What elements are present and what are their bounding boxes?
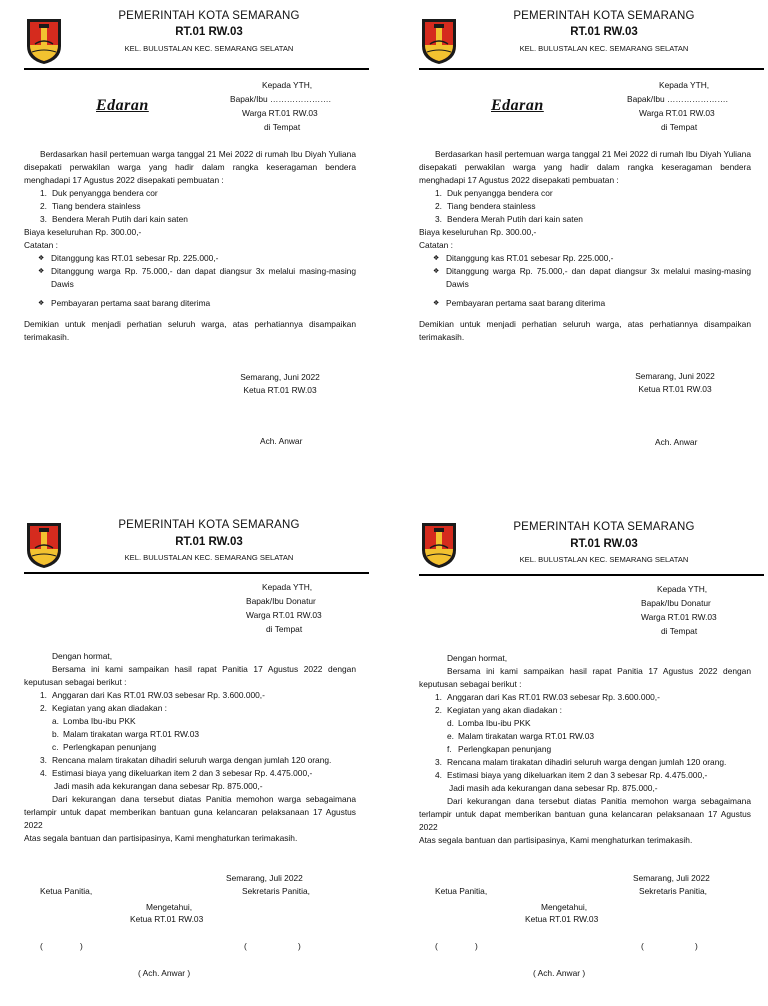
header-line3: KEL. BULUSTALAN KEC. SEMARANG SELATAN	[124, 44, 294, 53]
intro-paragraph: Bersama ini kami sampaikan hasil rapat Panitia 17 Agustus 2022 dengan keputusan sebagai berikut :	[419, 666, 751, 689]
list-item: 1. Duk penyangga bendera cor	[435, 188, 553, 198]
note-item: ❖ Pembayaran pertama saat barang diterima	[433, 298, 606, 308]
signer-name: Ach. Anwar	[260, 436, 303, 446]
signature-block	[220, 371, 340, 397]
addressee-line: Bapak/Ibu ………………….	[627, 94, 728, 104]
notes-label: Catatan :	[24, 240, 58, 250]
notes-list	[419, 252, 751, 310]
ketua-label: Ketua Panitia,	[40, 886, 93, 896]
bullet-icon: ❖	[38, 268, 45, 275]
addressee-line: Bapak/Ibu ………………….	[230, 94, 331, 104]
signature-block	[615, 370, 735, 396]
total-cost: Biaya keseluruhan Rp. 300.00,-	[419, 227, 537, 237]
header-line3: KEL. BULUSTALAN KEC. SEMARANG SELATAN	[519, 44, 689, 53]
item-list	[24, 187, 356, 226]
decision-list	[24, 754, 356, 780]
signer-title: Ketua RT.01 RW.03	[243, 385, 317, 395]
place-date: Semarang, Juni 2022	[635, 371, 715, 381]
thanks-line: Atas segala bantuan dan partisipasinya, Kami menghaturkan terimakasih.	[419, 835, 693, 845]
panitia-body	[419, 652, 751, 847]
ketua-signature-line: ( )	[40, 941, 83, 951]
ketua-label: Ketua Panitia,	[435, 886, 488, 896]
place-date: Semarang, Juli 2022	[226, 873, 303, 883]
header-divider	[419, 574, 764, 576]
addressee-line: di Tempat	[661, 626, 698, 636]
addressee-line: di Tempat	[264, 122, 301, 132]
addressee-line: Kepada YTH,	[262, 582, 313, 592]
mengetahui-label: Mengetahui,	[146, 902, 193, 912]
header-line1: PEMERINTAH KOTA SEMARANG	[513, 521, 695, 533]
note-item: ❖ Pembayaran pertama saat barang diterima	[38, 298, 211, 308]
addressee-line: Kepada YTH,	[659, 80, 710, 90]
notes-list	[24, 252, 356, 310]
decision-list	[419, 756, 751, 782]
place-date: Semarang, Juni 2022	[240, 372, 320, 382]
sublist-item: c. Perlengkapan penunjang	[52, 742, 157, 752]
sublist-item: d. Lomba Ibu-ibu PKK	[447, 718, 531, 728]
funding-shortfall: Jadi masih ada kekurangan dana sebesar Rp. 875.000,-	[54, 781, 263, 791]
sublist-item: f. Perlengkapan penunjang	[447, 744, 552, 754]
list-item: 2. Kegiatan yang akan diadakan :	[40, 703, 168, 713]
note-item: ❖ Ditanggung warga Rp. 75.000,- dan dapat diangsur 3x melalui masing-masing Dawis	[38, 266, 356, 289]
header-line1: PEMERINTAH KOTA SEMARANG	[118, 10, 300, 22]
sublist-item: b. Malam tirakatan warga RT.01 RW.03	[52, 729, 200, 739]
total-cost: Biaya keseluruhan Rp. 300.00,-	[24, 227, 142, 237]
header-line2: RT.01 RW.03	[570, 538, 638, 550]
list-item: 3. Rencana malam tirakatan dihadiri seluruh warga dengan jumlah 120 orang.	[435, 757, 727, 767]
list-item: 3. Bendera Merah Putih dari kain saten	[435, 214, 583, 224]
list-item: 4. Estimasi biaya yang dikeluarkan item 2 dan 3 sebesar Rp. 4.475.000,-	[435, 770, 708, 780]
header-divider	[419, 68, 764, 70]
edaran-letter-left	[24, 6, 374, 476]
header-line2: RT.01 RW.03	[175, 536, 243, 548]
sublist-item: e. Malam tirakatan warga RT.01 RW.03	[447, 731, 595, 741]
panitia-body	[24, 650, 356, 845]
addressee-line: Bapak/Ibu Donatur	[641, 598, 711, 608]
request-paragraph: Dari kekurangan dana tersebut diatas Panitia memohon warga sebagaimana terlampir untuk dapat memberikan bantuan guna kelancaran pelaksanaan 17 Agustus 2022	[419, 796, 751, 832]
header-line3: KEL. BULUSTALAN KEC. SEMARANG SELATAN	[124, 553, 294, 562]
header-divider	[24, 68, 369, 70]
opening-paragraph: Berdasarkan hasil pertemuan warga tanggal 21 Mei 2022 di rumah Ibu Diyah Yuliana disepakati perwakilan warga yang hadir dalam rangka keseragaman bendera menghadapi 17 Agustus 2022 disepakati pembuatan :	[419, 149, 751, 185]
addressee-block	[230, 78, 331, 134]
mengetahui-label: Mengetahui,	[541, 902, 588, 912]
edaran-body	[24, 148, 356, 344]
place-date: Semarang, Juli 2022	[633, 873, 710, 883]
addressee-line: Warga RT.01 RW.03	[639, 108, 715, 118]
signer-title: Ketua RT.01 RW.03	[638, 384, 712, 394]
edaran-body	[419, 148, 751, 344]
list-item: 1. Anggaran dari Kas RT.01 RW.03 sebesar Rp. 3.600.000,-	[40, 690, 265, 700]
addressee-line: di Tempat	[266, 624, 303, 634]
sekretaris-label: Sekretaris Panitia,	[639, 886, 707, 896]
note-item: ❖ Ditanggung kas RT.01 sebesar Rp. 225.000,-	[38, 253, 219, 263]
activity-sublist	[419, 717, 751, 756]
header-line2: RT.01 RW.03	[175, 26, 243, 38]
bullet-icon: ❖	[38, 300, 45, 307]
decision-list	[24, 689, 356, 715]
panitia-letter-right	[419, 510, 768, 1000]
sekretaris-signature-line: ( )	[244, 941, 301, 951]
edaran-letter-right	[419, 6, 768, 476]
note-item: ❖ Ditanggung kas RT.01 sebesar Rp. 225.000,-	[433, 253, 614, 263]
closing-paragraph: Demikian untuk menjadi perhatian seluruh warga, atas perhatiannya disampaikan terimakasih.	[24, 319, 356, 342]
addressee-line: Warga RT.01 RW.03	[641, 612, 717, 622]
bullet-icon: ❖	[433, 255, 440, 262]
header-line1: PEMERINTAH KOTA SEMARANG	[513, 10, 695, 22]
funding-shortfall: Jadi masih ada kekurangan dana sebesar Rp. 875.000,-	[449, 783, 658, 793]
addressee-line: Warga RT.01 RW.03	[246, 610, 322, 620]
list-item: 4. Estimasi biaya yang dikeluarkan item 2 dan 3 sebesar Rp. 4.475.000,-	[40, 768, 313, 778]
addressee-line: Kepada YTH,	[657, 584, 708, 594]
rt-signature-name: ( Ach. Anwar )	[138, 968, 191, 978]
ketua-rt-label: Ketua RT.01 RW.03	[130, 914, 204, 924]
header-line3: KEL. BULUSTALAN KEC. SEMARANG SELATAN	[519, 555, 689, 564]
sekretaris-label: Sekretaris Panitia,	[242, 886, 310, 896]
list-item: 1. Duk penyangga bendera cor	[40, 188, 158, 198]
addressee-line: Bapak/Ibu Donatur	[246, 596, 316, 606]
opening-paragraph: Berdasarkan hasil pertemuan warga tanggal 21 Mei 2022 di rumah Ibu Diyah Yuliana disepakati perwakilan warga yang hadir dalam rangka keseragaman bendera menghadapi 17 Agustus 2022 disepakati pembuatan :	[24, 149, 356, 185]
ketua-signature-line: ( )	[435, 941, 478, 951]
note-item: ❖ Ditanggung warga Rp. 75.000,- dan dapat diangsur 3x melalui masing-masing Dawis	[433, 266, 751, 289]
addressee-block	[641, 582, 717, 638]
greeting: Dengan hormat,	[447, 653, 508, 663]
item-list	[419, 187, 751, 226]
header-divider	[24, 572, 369, 574]
addressee-block	[246, 580, 322, 636]
bullet-icon: ❖	[38, 255, 45, 262]
bullet-icon: ❖	[433, 300, 440, 307]
ketua-rt-label: Ketua RT.01 RW.03	[525, 914, 599, 924]
activity-sublist	[24, 715, 356, 754]
list-item: 2. Kegiatan yang akan diadakan :	[435, 705, 563, 715]
notes-label: Catatan :	[419, 240, 453, 250]
greeting: Dengan hormat,	[52, 651, 113, 661]
addressee-line: Kepada YTH,	[262, 80, 313, 90]
panitia-letter-left	[24, 510, 374, 1000]
signer-name: Ach. Anwar	[655, 437, 698, 447]
header-line1: PEMERINTAH KOTA SEMARANG	[118, 519, 300, 531]
bullet-icon: ❖	[433, 268, 440, 275]
header-line2: RT.01 RW.03	[570, 26, 638, 38]
list-item: 3. Bendera Merah Putih dari kain saten	[40, 214, 188, 224]
sekretaris-signature-line: ( )	[641, 941, 698, 951]
edaran-title: Edaran	[96, 97, 149, 114]
closing-paragraph: Demikian untuk menjadi perhatian seluruh warga, atas perhatiannya disampaikan terimakasih.	[419, 319, 751, 342]
request-paragraph: Dari kekurangan dana tersebut diatas Panitia memohon warga sebagaimana terlampir untuk dapat memberikan bantuan guna kelancaran pelaksanaan 17 Agustus 2022	[24, 794, 356, 830]
addressee-block	[627, 78, 728, 134]
sublist-item: a. Lomba Ibu-ibu PKK	[52, 716, 136, 726]
list-item: 1. Anggaran dari Kas RT.01 RW.03 sebesar Rp. 3.600.000,-	[435, 692, 660, 702]
addressee-line: Warga RT.01 RW.03	[242, 108, 318, 118]
semarang-emblem-logo	[24, 16, 64, 66]
intro-paragraph: Bersama ini kami sampaikan hasil rapat Panitia 17 Agustus 2022 dengan keputusan sebagai berikut :	[24, 664, 356, 687]
list-item: 2. Tiang bendera stainless	[40, 201, 141, 211]
addressee-line: di Tempat	[661, 122, 698, 132]
thanks-line: Atas segala bantuan dan partisipasinya, Kami menghaturkan terimakasih.	[24, 833, 298, 843]
decision-list	[419, 691, 751, 717]
semarang-emblem-logo	[419, 16, 459, 66]
list-item: 2. Tiang bendera stainless	[435, 201, 536, 211]
list-item: 3. Rencana malam tirakatan dihadiri seluruh warga dengan jumlah 120 orang.	[40, 755, 332, 765]
rt-signature-name: ( Ach. Anwar )	[533, 968, 586, 978]
edaran-title: Edaran	[491, 97, 544, 114]
